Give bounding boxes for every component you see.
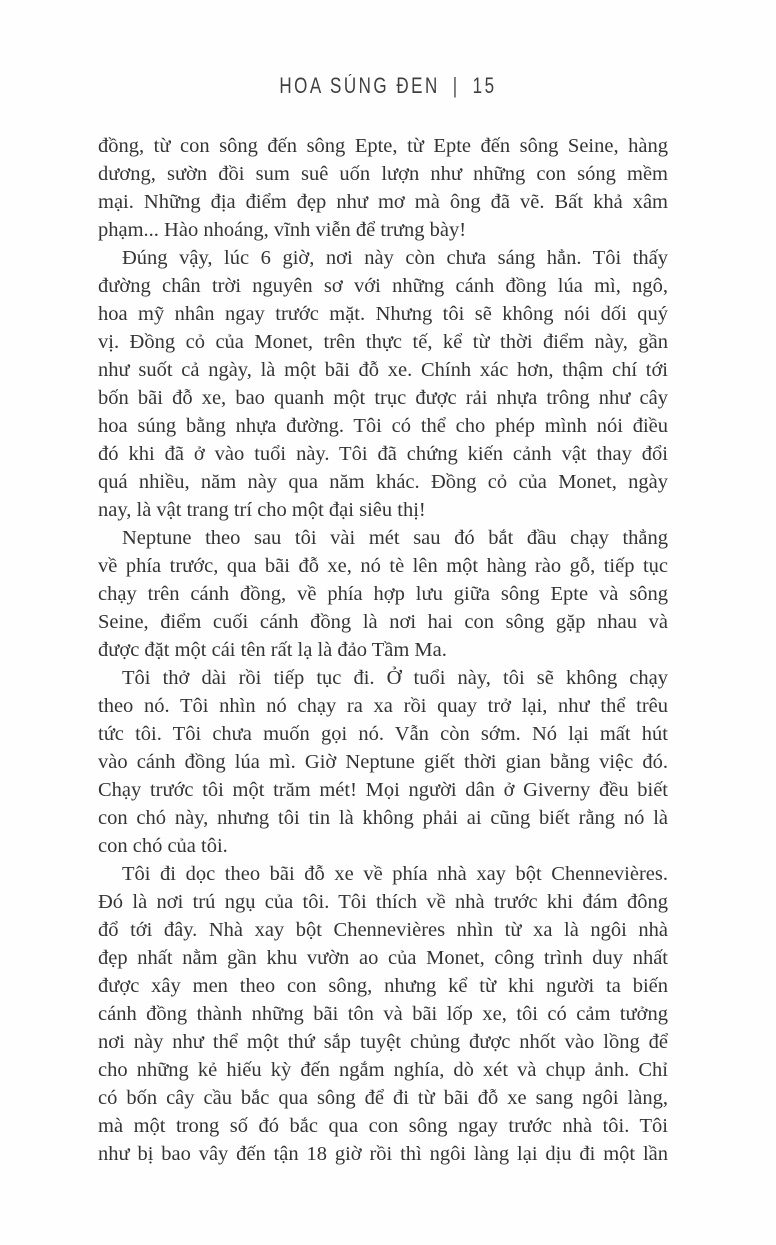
text-line: Đúng vậy, lúc 6 giờ, nơi này còn chưa sáng hẳn. Tôi thấy — [122, 247, 668, 269]
text-line: mại. Những địa điểm đẹp như mơ mà ông đã vẽ. Bất khả xâm — [98, 191, 668, 213]
header-separator: | — [452, 74, 460, 99]
text-line: cánh đồng thành những bãi tôn và bãi lốp xe, tôi có cảm tưởng — [98, 1003, 668, 1025]
text-line: được đặt một cái tên rất lạ là đảo Tầm Ma. — [98, 639, 447, 661]
text-line: cho những kẻ hiếu kỳ đến ngắm nghía, dò xét và chụp ảnh. Chỉ — [98, 1059, 668, 1081]
text-line: chạy trên cánh đồng, về phía hợp lưu giữa sông Epte và sông — [98, 583, 668, 605]
paragraph — [98, 524, 668, 664]
paragraph — [98, 244, 668, 524]
text-line: quá nhiều, năm này qua năm khác. Đồng cỏ của Monet, ngày — [98, 471, 668, 493]
text-line: vị. Đồng cỏ của Monet, trên thực tế, kể từ thời điểm này, gần — [98, 331, 668, 353]
text-line: hoa mỹ nhân ngay trước mặt. Nhưng tôi sẽ không nói dối quý — [98, 303, 668, 325]
text-line: đó khi đã ở vào tuổi này. Tôi đã chứng kiến cảnh vật thay đổi — [98, 443, 668, 465]
text-line: con chó của tôi. — [98, 835, 228, 857]
text-line: theo nó. Tôi nhìn nó chạy ra xa rồi quay trở lại, như thể trêu — [98, 695, 668, 717]
text-line: nơi này như thể một thứ sắp tuyệt chủng được nhốt vào lồng để — [98, 1031, 668, 1053]
text-line: nay, là vật trang trí cho một đại siêu thị! — [98, 499, 426, 521]
text-line: đẹp nhất nằm gần khu vườn ao của Monet, công trình duy nhất — [98, 947, 668, 969]
text-line: như suốt cả ngày, là một bãi đỗ xe. Chính xác hơn, thậm chí tới — [98, 359, 668, 381]
text-line: mà một trong số đó bắc qua con sông ngay trước nhà tôi. Tôi — [98, 1115, 668, 1137]
page-body — [98, 132, 668, 1168]
text-line: đồng, từ con sông đến sông Epte, từ Epte đến sông Seine, hàng — [98, 135, 668, 157]
book-title: HOA SÚNG ĐEN — [279, 74, 440, 99]
text-line: về phía trước, qua bãi đỗ xe, nó tè lên một hàng rào gỗ, tiếp tục — [98, 555, 668, 577]
text-line: Tôi thở dài rồi tiếp tục đi. Ở tuổi này, tôi sẽ không chạy — [122, 667, 668, 689]
text-line: phạm... Hào nhoáng, vĩnh viễn để trưng bày! — [98, 219, 467, 241]
page-number: 15 — [472, 74, 497, 99]
paragraph — [98, 132, 668, 244]
paragraph — [98, 860, 668, 1168]
text-line: như bị bao vây đến tận 18 giờ rồi thì ngôi làng lại dịu đi một lần — [98, 1143, 668, 1165]
text-line: bốn bãi đỗ xe, bao quanh một trục được rải nhựa trông như cây — [98, 387, 668, 409]
text-line: được xây men theo con sông, nhưng kể từ khi người ta biến — [98, 975, 668, 997]
text-line: Seine, điểm cuối cánh đồng là nơi hai con sông gặp nhau và — [98, 611, 668, 633]
text-line: tức tôi. Tôi chưa muốn gọi nó. Vẫn còn sớm. Nó lại mất hút — [98, 723, 668, 745]
page-header — [0, 74, 776, 100]
text-line: con chó này, nhưng tôi tin là không phải ai cũng biết rằng nó là — [98, 807, 668, 829]
text-line: dương, sườn đồi sum suê uốn lượn như những con sóng mềm — [98, 163, 668, 185]
text-line: hoa súng bằng nhựa đường. Tôi có thể cho phép mình nói điều — [98, 415, 668, 437]
text-line: Chạy trước tôi một trăm mét! Mọi người dân ở Giverny đều biết — [98, 779, 668, 801]
text-line: Neptune theo sau tôi vài mét sau đó bắt đầu chạy thẳng — [122, 527, 668, 549]
paragraph — [98, 664, 668, 860]
text-line: đổ tới đây. Nhà xay bột Chennevières nhìn từ xa là ngôi nhà — [98, 919, 668, 941]
text-line: Tôi đi dọc theo bãi đỗ xe về phía nhà xay bột Chennevières. — [122, 863, 668, 885]
text-line: vào cánh đồng lúa mì. Giờ Neptune giết thời gian bằng việc đó. — [98, 751, 668, 773]
text-line: có bốn cây cầu bắc qua sông để đi từ bãi đỗ xe sang ngôi làng, — [98, 1087, 668, 1109]
text-line: đường chân trời nguyên sơ với những cánh đồng lúa mì, ngô, — [98, 275, 668, 297]
text-line: Đó là nơi trú ngụ của tôi. Tôi thích về nhà trước khi đám đông — [98, 891, 668, 913]
